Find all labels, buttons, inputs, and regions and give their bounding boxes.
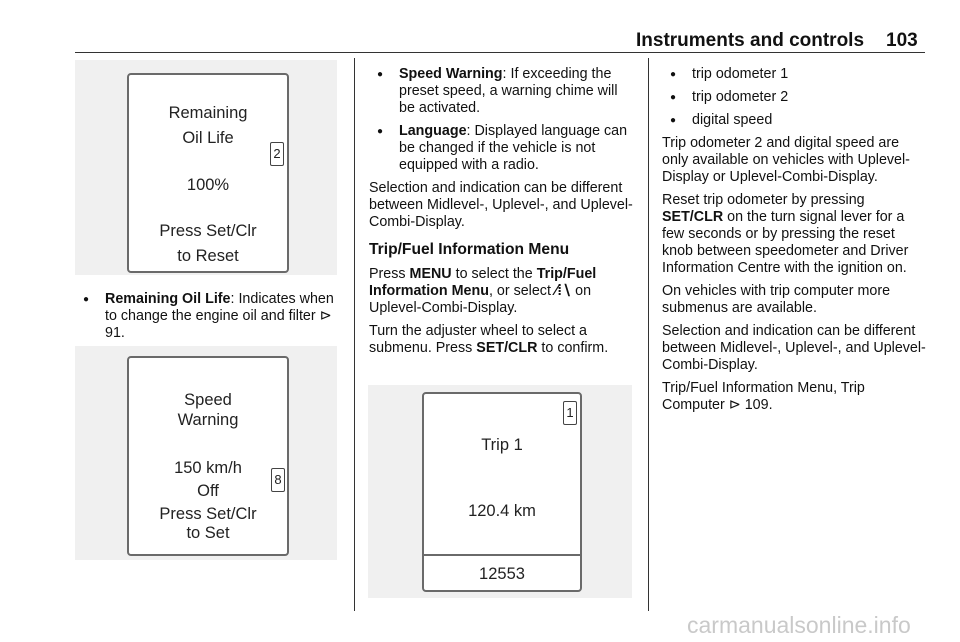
trip-figure: [368, 385, 632, 598]
oil-life-figure: [75, 60, 337, 275]
oil-life-line2: Oil Life: [182, 129, 234, 147]
trip-fuel-menu-name: Trip/Fuel Information Menu: [369, 266, 597, 299]
menu-button-name: MENU: [409, 266, 452, 282]
column-1-text: [75, 291, 337, 348]
figure-tag: 2: [270, 142, 284, 166]
bullet-item: ● digital speed: [662, 112, 928, 129]
menu-text-b: to select the: [451, 266, 537, 282]
bullet-remaining-oil-life: [75, 291, 337, 342]
odometer-value: 12553: [479, 565, 525, 583]
remaining-oil-life-text: : Indicates when to change the engine oil and filter: [105, 291, 334, 324]
speed-warning-display: [127, 356, 289, 556]
trip-display: [422, 392, 582, 592]
column-divider-2: [648, 58, 649, 611]
page-number: 103: [886, 30, 918, 51]
watermark: carmanualsonline.info: [687, 612, 911, 638]
page-ref-arrow-icon: ⊳: [728, 397, 741, 413]
availability-paragraph: Trip odometer 2 and digital speed are only available on vehicles with Uplevel-Display or Uplevel-Combi-Display.: [662, 135, 910, 185]
selection-paragraph: Selection and indication can be different between Midlevel-, Uplevel-, and Uplevel-Combi-Display.: [662, 323, 926, 373]
language-label: Language: [399, 123, 467, 139]
running-header-title: Instruments and controls: [636, 30, 865, 51]
page-ref-arrow-icon: ⊳: [319, 308, 332, 324]
speed-warning-line1: Speed: [184, 391, 232, 409]
submenus-paragraph: On vehicles with trip computer more submenus are available.: [662, 283, 891, 316]
bullet-speed-warning: [369, 66, 635, 117]
trip-value: 120.4 km: [468, 502, 536, 520]
cross-reference-text: Trip/Fuel Information Menu, Trip Computer: [662, 380, 865, 413]
section-heading: Trip/Fuel Information Menu: [369, 241, 570, 258]
speed-warning-action1: Press Set/Clr: [159, 505, 257, 523]
menu-text-c: , or select: [488, 283, 555, 299]
reset-paragraph: [662, 192, 928, 277]
trip-title: Trip 1: [481, 436, 523, 454]
remaining-oil-life-label: Remaining Oil Life: [105, 291, 231, 307]
oil-life-display: [127, 73, 289, 273]
speed-warning-label: Speed Warning: [399, 66, 503, 82]
column-3-text: [662, 66, 928, 420]
header-rule: [75, 52, 925, 53]
menu-text-d: on Uplevel-Combi-Display.: [369, 283, 592, 316]
page-ref-number[interactable]: 109.: [744, 397, 773, 413]
speed-warning-figure: [75, 346, 337, 560]
bullet-language: [369, 123, 635, 174]
adjuster-text-a: Turn the adjuster wheel to select a submenu. Press: [369, 323, 588, 356]
cross-reference-paragraph: [662, 380, 928, 414]
oil-life-action1: Press Set/Clr: [159, 222, 257, 240]
column-2-text: [369, 66, 635, 363]
reset-text-b: on the turn signal lever for a few seconds or by pressing the reset knob between speedometer and Driver Information Centre with the ignition on.: [662, 209, 909, 276]
trip-menu-icon: ⁄⁞∖: [554, 283, 572, 299]
language-text: : Displayed language can be changed if the vehicle is not equipped with a radio.: [399, 123, 628, 173]
selection-paragraph: Selection and indication can be different between Midlevel-, Uplevel-, and Uplevel-Combi-Display.: [369, 180, 633, 230]
column-divider-1: [354, 58, 355, 611]
oil-life-action2: to Reset: [177, 247, 239, 265]
set-clr-button-name: SET/CLR: [476, 340, 538, 356]
figure-tag: 8: [271, 468, 285, 492]
odometer-divider: [424, 554, 580, 556]
bullet-item: ● trip odometer 2: [662, 89, 928, 106]
reset-text-a: Reset trip odometer by pressing: [662, 192, 865, 208]
menu-paragraph: [369, 266, 635, 317]
set-clr-button-name: SET/CLR: [662, 209, 724, 225]
bullet-item: ● trip odometer 1: [662, 66, 928, 83]
speed-warning-line2: Warning: [177, 411, 239, 429]
figure-tag: 1: [563, 401, 577, 425]
speed-warning-value: 150 km/h: [174, 459, 242, 477]
oil-life-line1: Remaining: [168, 104, 248, 122]
adjuster-paragraph: [369, 323, 635, 357]
oil-life-value: 100%: [186, 176, 230, 194]
page-ref-number[interactable]: 91.: [105, 325, 125, 341]
speed-warning-text: : If exceeding the preset speed, a warning chime will be activated.: [399, 66, 618, 116]
menu-text-a: Press: [369, 266, 410, 282]
speed-warning-action2: to Set: [186, 524, 230, 542]
adjuster-text-b: to confirm.: [537, 340, 609, 356]
speed-warning-state: Off: [197, 482, 219, 500]
